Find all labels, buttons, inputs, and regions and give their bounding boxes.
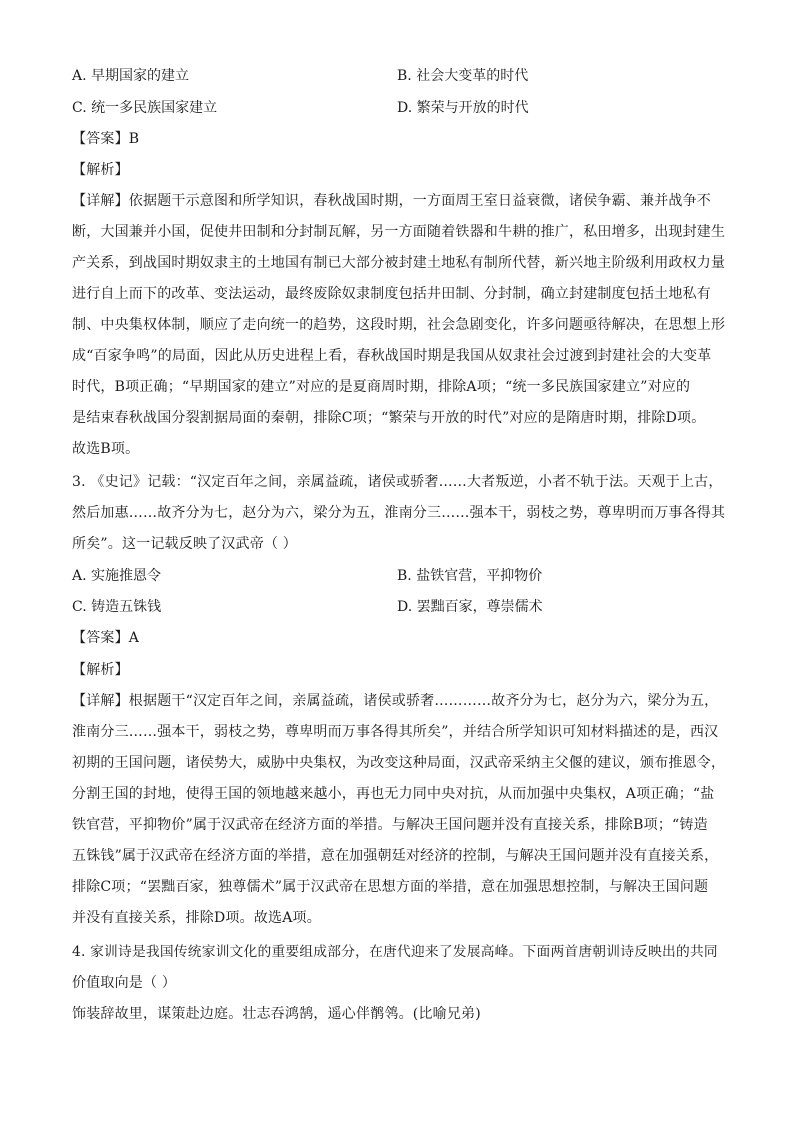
q2-explanation-line: 时代，B项正确；“早期国家的建立”对应的是夏商周时期，排除A项；“统一多民族国家建立”对应的: [72, 379, 691, 395]
q2-explanation-line: 故选B项。: [72, 441, 140, 457]
q3-stem-line: 所矣”。这一记载反映了汉武帝（ ）: [72, 536, 298, 552]
q2-explanation-line: 断，大国兼并小国，促使井田制和分封制瓦解，另一方面随着铁器和牛耕的推广，私田增多，出现封建生: [72, 224, 726, 240]
q2-analysis-label: 【解析】: [72, 162, 129, 178]
q2-explanation-line: 【详解】依据题干示意图和所学知识，春秋战国时期，一方面周王室日益衰微，诸侯争霸、兼并战争不: [72, 193, 711, 209]
q4-stem-line: 4. 家训诗是我国传统家训文化的重要组成部分，在唐代迎来了发展高峰。下面两首唐朝训诗反映出的共同: [72, 944, 718, 960]
q3-explanation-line: 排除C项；“罢黜百家，独尊儒术”属于汉武帝在思想方面的举措，意在加强思想控制，与解决王国问题: [72, 879, 709, 895]
q2-explanation-line: 是结束春秋战国分裂割据局面的秦朝，排除C项；“繁荣与开放的时代”对应的是隋唐时期，排除D项。: [72, 410, 706, 426]
q3-analysis-label: 【解析】: [72, 662, 129, 678]
q3-explanation-line: 五铢钱”属于汉武帝在经济方面的举措，意在加强朝廷对经济的控制，与解决王国问题并没有直接关系，: [72, 848, 719, 864]
q3-option-a: A. 实施推恩令: [72, 568, 162, 584]
q3-answer: 【答案】A: [72, 630, 140, 646]
q3-explanation-line: 初期的王国问题，诸侯势大，威胁中央集权，为改变这种局面，汉武帝采纳主父偃的建议，颁布推恩令，: [72, 755, 726, 771]
q2-explanation-line: 产关系，到战国时期奴隶主的土地国有制已大部分被封建土地私有制所代替，新兴地主阶级利用政权力量: [72, 255, 726, 271]
q3-explanation-line: 淮南分三……强本干，弱枝之势，尊卑明而万事各得其所矣”，并结合所学知识可知材料描述的是，西汉: [72, 724, 719, 740]
q2-explanation-line: 成“百家争鸣”的局面，因此从历史进程上看，春秋战国时期是我国从奴隶社会过渡到封建社会的大变革: [72, 348, 712, 364]
q2-explanation-line: 进行自上而下的改革、变法运动，最终废除奴隶制度包括井田制、分封制，确立封建制度包括土地私有: [72, 286, 711, 302]
q3-stem-line: 然后加惠……故齐分为七，赵分为六，梁分为五，淮南分三……强本干，弱枝之势，尊卑明而万事各得其: [72, 505, 726, 521]
q2-option-a: A. 早期国家的建立: [72, 68, 190, 84]
q3-explanation-line: 分割王国的封地，使得王国的领地越来越小，再也无力同中央对抗，从而加强中央集权，A项正确；“盐: [72, 786, 715, 802]
q4-stem-line: 价值取向是（ ）: [72, 975, 177, 991]
q3-stem-line: 3. 《史记》记载：“汉定百年之间，亲属益疏，诸侯或骄奢……大者叛逆，小者不轨于法。天观于上古，: [72, 474, 723, 490]
q3-option-d: D. 罢黜百家，尊崇儒术: [397, 599, 543, 615]
q4-poem: 饰装辞故里，谋策赴边庭。壮志吞鸿鹄，遥心伴鹡鸰。(比喻兄弟): [72, 1006, 481, 1022]
q3-option-c: C. 铸造五铢钱: [72, 599, 162, 615]
q3-explanation-line: 并没有直接关系，排除D项。故选A项。: [72, 910, 321, 926]
q2-option-d: D. 繁荣与开放的时代: [397, 100, 529, 116]
q3-explanation-line: 【详解】根据题干“汉定百年之间，亲属益疏，诸侯或骄奢…………故齐分为七，赵分为六，梁分为五，: [72, 693, 719, 709]
q3-option-b: B. 盐铁官营，平抑物价: [397, 568, 543, 584]
q2-option-c: C. 统一多民族国家建立: [72, 100, 218, 116]
q2-explanation-line: 制、中央集权体制，顺应了走向统一的趋势，这段时期，社会急剧变化，许多问题亟待解决，在思想上形: [72, 317, 726, 333]
q2-answer: 【答案】B: [72, 131, 140, 147]
q2-option-b: B. 社会大变革的时代: [397, 68, 529, 84]
q3-explanation-line: 铁官营，平抑物价”属于汉武帝在经济方面的举措。与解决王国问题并没有直接关系，排除B项；“铸造: [72, 817, 708, 833]
